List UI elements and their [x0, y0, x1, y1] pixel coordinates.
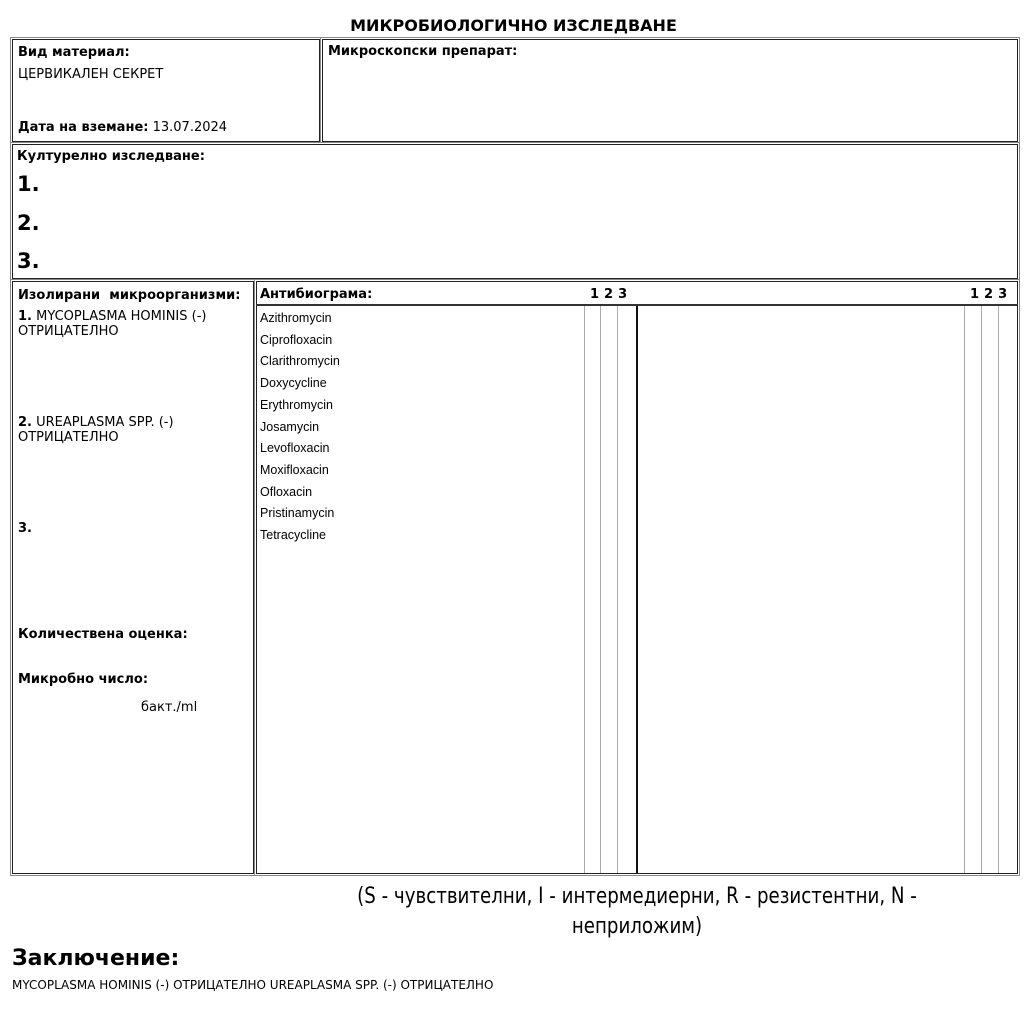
culture-item-3: 3.	[17, 249, 40, 273]
drug-row: Ciprofloxacin	[260, 332, 333, 347]
material-label: Вид материал:	[18, 45, 130, 60]
col-line	[600, 306, 601, 873]
col-line	[981, 306, 982, 873]
material-box	[12, 39, 320, 142]
date-label: Дата на вземане:	[18, 120, 149, 135]
count-unit: бакт./ml	[141, 700, 198, 715]
isolate-1-num: 1.	[18, 309, 32, 324]
antibiogram-label: Антибиограма:	[260, 287, 373, 302]
isolate-2-result: ОТРИЦАТЕЛНО	[18, 430, 119, 445]
isolated-label: Изолирани микроорганизми:	[18, 288, 241, 303]
date-value: 13.07.2024	[152, 120, 228, 135]
drug-row: Erythromycin	[260, 397, 333, 412]
col-line	[964, 306, 965, 873]
col-divider	[636, 306, 638, 873]
drug-row: Moxifloxacin	[260, 462, 329, 477]
legend-line-1: (S - чувствителни, I - интермедиерни, R - резистентни, N -	[357, 884, 917, 909]
drug-row: Josamycin	[260, 419, 320, 434]
culture-label: Културелно изследване:	[17, 149, 205, 164]
drug-row: Pristinamycin	[260, 506, 335, 521]
drug-row: Ofloxacin	[260, 484, 313, 499]
isolate-1-result: ОТРИЦАТЕЛНО	[18, 324, 119, 339]
isolate-2-name: UREAPLASMA SPP. (-)	[36, 415, 174, 430]
drug-row: Azithromycin	[260, 311, 332, 325]
isolate-1-name: MYCOPLASMA HOMINIS (-)	[36, 309, 207, 324]
col-line	[998, 306, 999, 873]
drug-row: Tetracycline	[260, 528, 326, 542]
isolate-2-num: 2.	[18, 415, 32, 430]
drug-row: Doxycycline	[260, 376, 327, 391]
legend-line-2: неприложим)	[571, 914, 703, 939]
page-title: МИКРОБИОЛОГИЧНО ИЗСЛЕДВАНЕ	[350, 16, 677, 35]
isolated-box	[12, 281, 254, 874]
cols-header-right: 123	[970, 287, 1013, 302]
material-value: ЦЕРВИКАЛЕН СЕКРЕТ	[18, 67, 164, 82]
drug-row: Levofloxacin	[260, 441, 330, 456]
cols-header-left: 123	[590, 287, 633, 302]
isolate-3-num: 3.	[18, 521, 32, 536]
quant-label: Количествена оценка:	[18, 627, 188, 642]
conclusion-label: Заключение:	[12, 946, 180, 971]
conclusion-text: MYCOPLASMA HOMINIS (-) ОТРИЦАТЕЛНО UREAPLASMA SPP. (-) ОТРИЦАТЕЛНО	[12, 978, 494, 992]
culture-item-1: 1.	[17, 172, 40, 196]
culture-box	[12, 144, 1018, 279]
microscopy-box	[322, 39, 1018, 142]
microscopy-label: Микроскопски препарат:	[328, 44, 518, 59]
col-line	[617, 306, 618, 873]
culture-item-2: 2.	[17, 211, 40, 235]
drug-row: Clarithromycin	[260, 354, 340, 369]
col-line	[584, 306, 585, 873]
count-label: Микробно число:	[18, 672, 149, 687]
